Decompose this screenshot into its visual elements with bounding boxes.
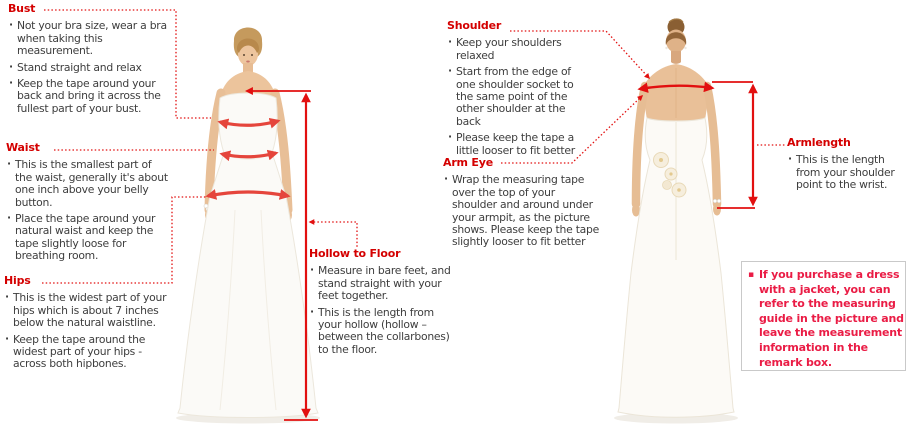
bullet-dot: · (310, 304, 314, 318)
hollow-leader-line (310, 222, 357, 248)
arm-eye-section (443, 157, 601, 253)
hips-label: Hips (4, 274, 31, 287)
hollow-bullet-2: · This is the length from your hollow (hollow – between the collarbones) to the floor. (310, 304, 450, 356)
bust-bullet-2: · Stand straight and relax (9, 59, 142, 74)
armlength-bullet-1: · This is the length from your shoulder point to the wrist. (788, 152, 895, 192)
waist-bullet-2: · Place the tape around your natural waist and keep the tape slightly loose for breathing room. (7, 211, 156, 263)
arm-eye-bullet-1: · Wrap the measuring tape over the top of your shoulder and around under your armpit, as the picture shows. Please keep the tape slightly looser to fit better (444, 172, 600, 249)
jacket-note: ▪ If you purchase a dress with a jacket, you can refer to the measuring guide in the picture and leave the measurement information in the remark box. (748, 268, 904, 369)
bullet-dot: · (448, 64, 452, 78)
bullet-dot: · (9, 18, 13, 32)
armlength-section (787, 137, 907, 196)
hips-section (4, 275, 169, 375)
bullet-dot: · (9, 76, 13, 90)
hollow-bullet-1: · Measure in bare feet, and stand straight with your feet together. (310, 263, 451, 303)
bust-bullet-3: · Keep the tape around your back and bring it across the fullest part of your bust. (9, 76, 161, 115)
bullet-dot: · (310, 263, 314, 277)
waist-section (6, 142, 169, 267)
bust-bullet-1: · Not your bra size, wear a bra when taking this measurement. (9, 18, 167, 58)
bullet-dot: · (5, 290, 9, 304)
bullet-dot: · (448, 35, 452, 49)
hollow-to-floor-section (309, 248, 459, 360)
bullet-dot: · (9, 59, 13, 73)
square-bullet: ▪ (748, 270, 754, 280)
bullet-dot: · (448, 130, 452, 144)
bullet-dot: · (7, 157, 11, 171)
hollow-to-floor-label: Hollow to Floor (309, 247, 401, 260)
bullet-dot: · (7, 211, 11, 225)
hips-measure-arrow (208, 192, 288, 196)
shoulder-label: Shoulder (447, 19, 502, 32)
shoulder-bullet-2: · Start from the edge of one shoulder socket to the same point of the other shoulder at the back (448, 64, 574, 128)
bullet-dot: · (788, 152, 792, 166)
shoulder-bullet-1: · Keep your shoulders relaxed (448, 35, 562, 62)
bullet-dot: · (444, 172, 448, 186)
bullet-dot: · (5, 331, 9, 345)
waist-bullet-1: · This is the smallest part of the waist, generally it's about one inch above your belly button. (7, 157, 168, 209)
waist-label: Waist (6, 141, 40, 154)
waist-measure-arrow (222, 153, 276, 157)
shoulder-measure-arrow (640, 86, 712, 89)
bust-label: Bust (8, 2, 36, 15)
arm-eye-label: Arm Eye (443, 156, 493, 169)
hips-bullet-1: · This is the widest part of your hips which is about 7 inches below the natural waistline. (5, 290, 167, 330)
hips-bullet-2: · Keep the tape around the widest part of your hips - across both hipbones. (5, 331, 146, 371)
bust-section (8, 3, 168, 119)
shoulder-bullet-3: · Please keep the tape a little looser to fit better (448, 130, 575, 157)
jacket-note-box (741, 261, 906, 371)
shoulder-section (447, 20, 589, 161)
bust-measure-arrow (220, 121, 278, 125)
armlength-label: Armlength (787, 136, 851, 149)
